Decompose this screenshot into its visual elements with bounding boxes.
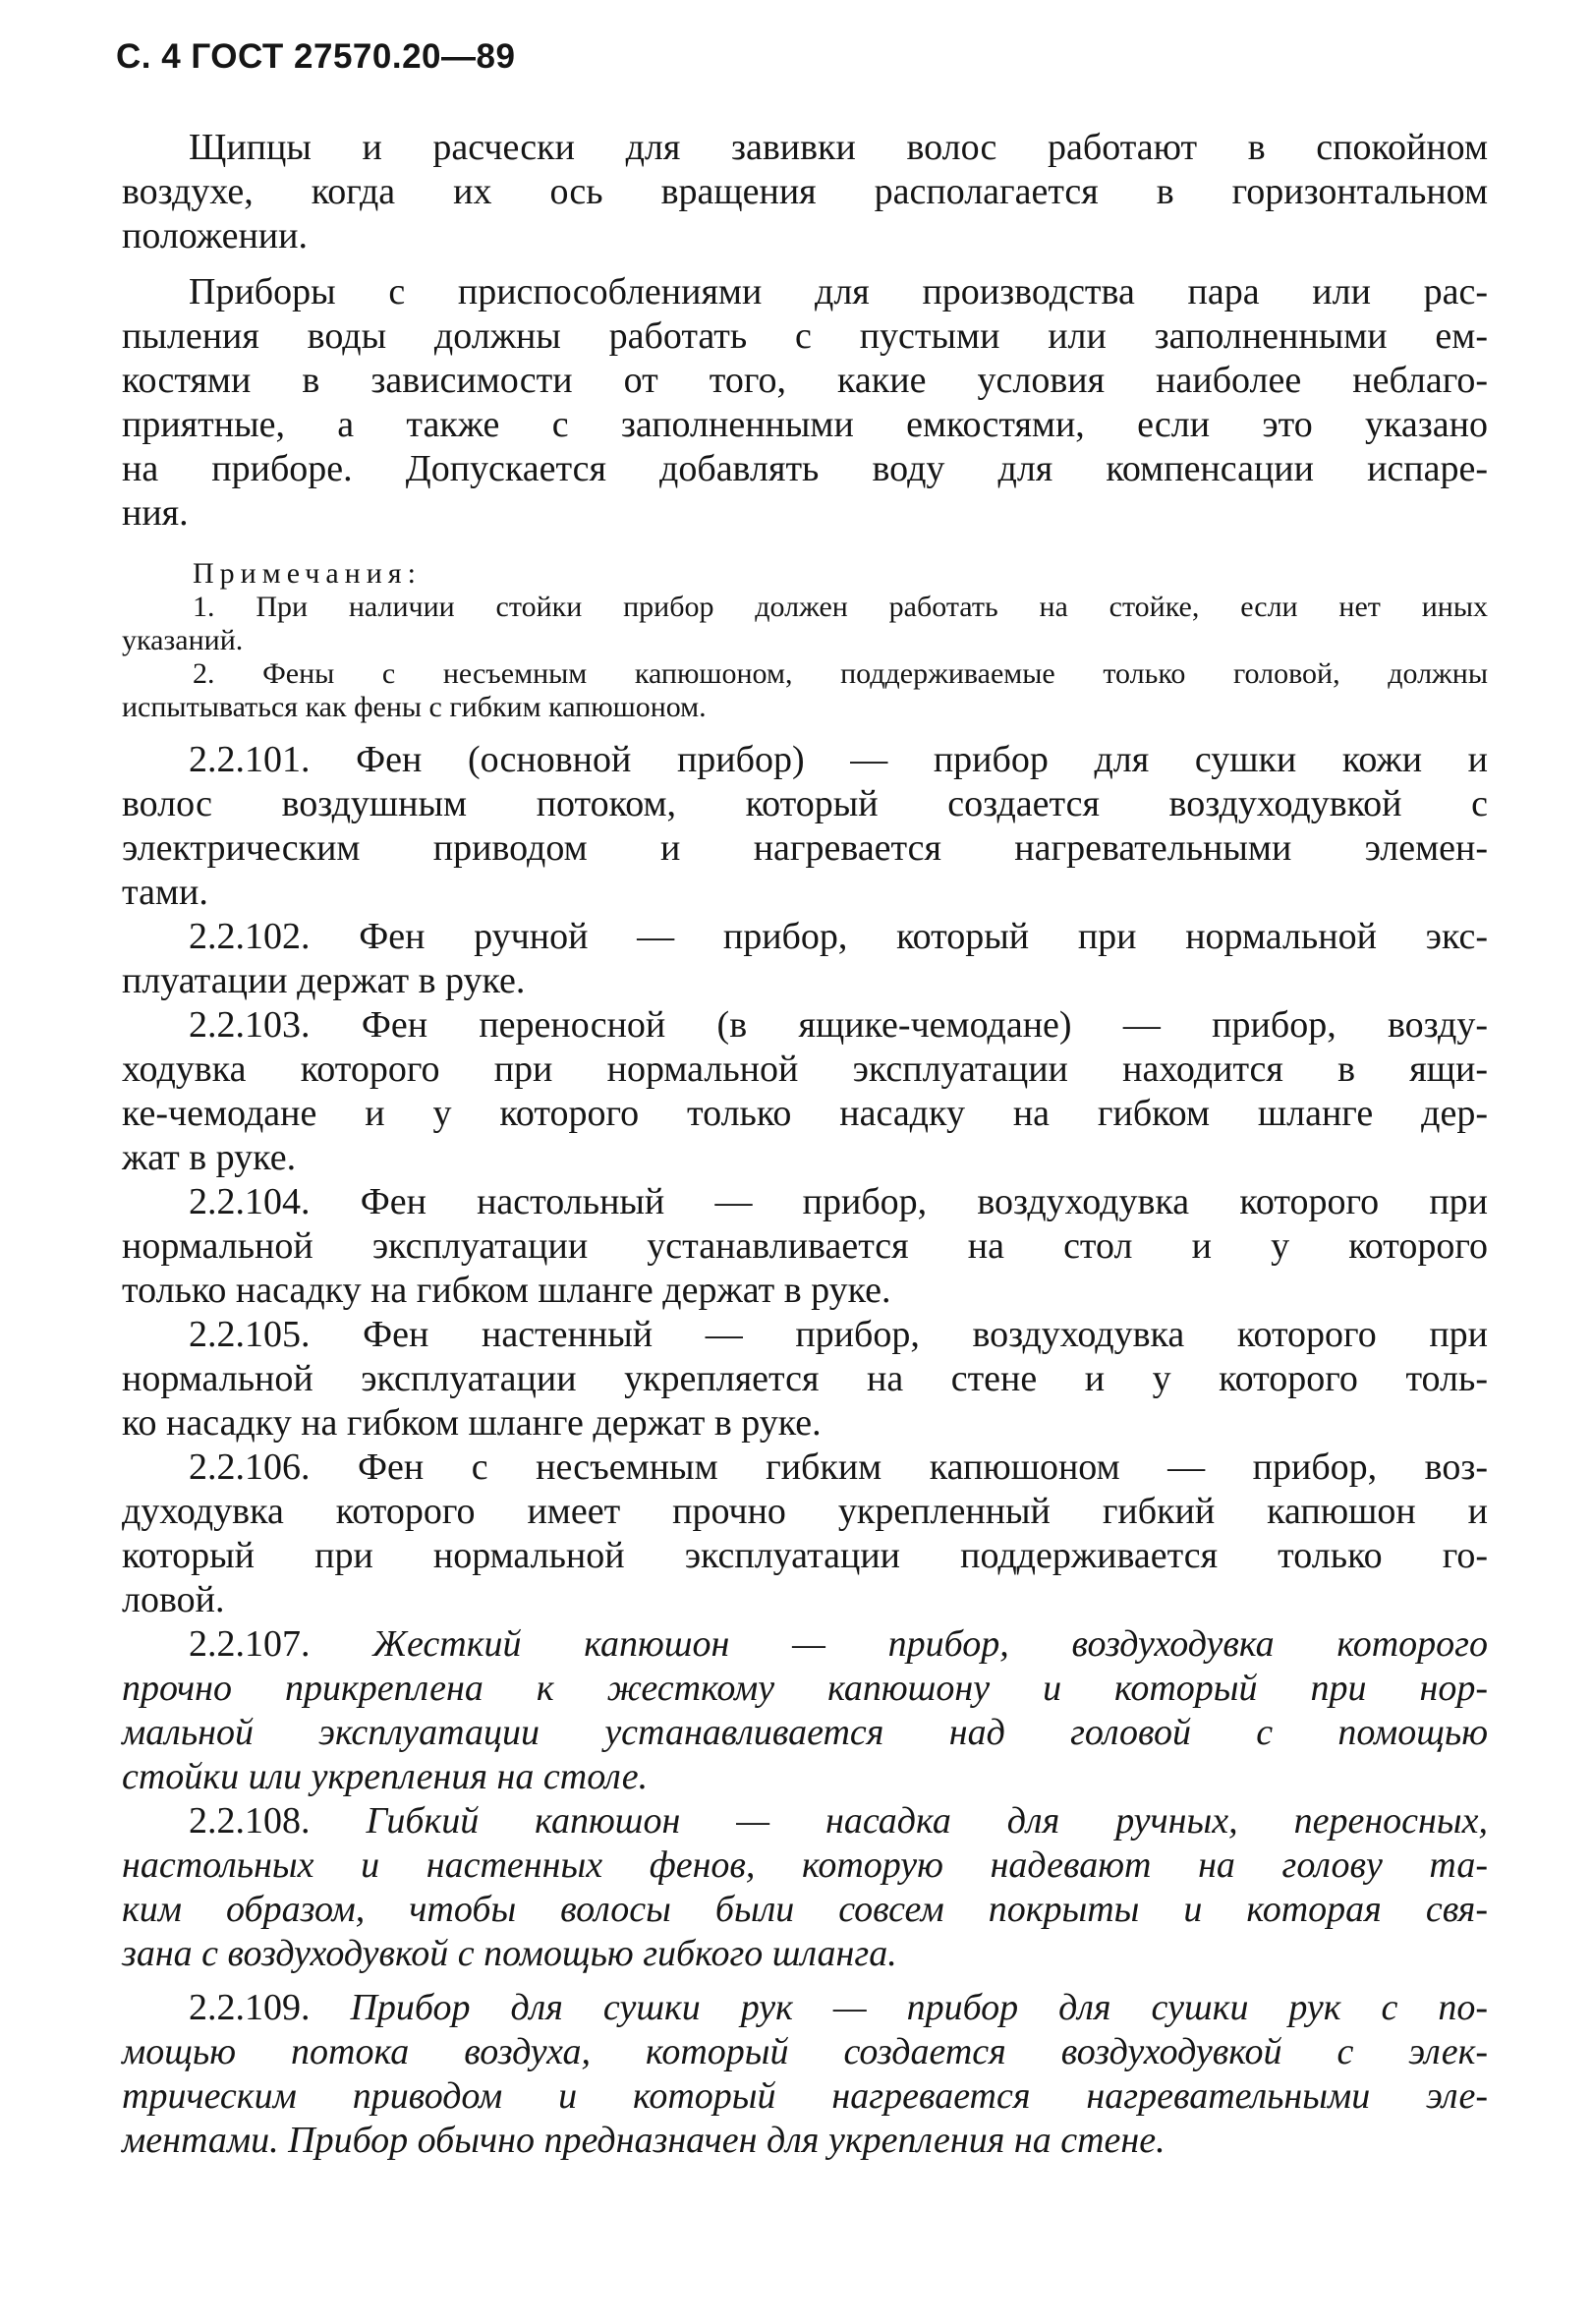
note-line: 1. При наличии стойки прибор должен работать на стойке, если нет иных <box>193 591 1488 623</box>
text-line: пыления воды должны работать с пустыми или заполненными ем- <box>122 315 1488 357</box>
text-line: мальной эксплуатации устанавливается над головой с помощью <box>122 1712 1488 1753</box>
text-line: нормальной эксплуатации устанавливается на стол и у которого <box>122 1225 1488 1267</box>
paragraph <box>122 126 1488 258</box>
definition-2-2-108 <box>122 1799 1488 1976</box>
text-line: Прибор для сушки рук — прибор для сушки рук с по- <box>350 1987 1488 2028</box>
text-line: Фен (основной прибор) — прибор для сушки кожи и <box>356 739 1488 780</box>
clause-number: 2.2.105. <box>189 1314 311 1355</box>
text-line: Жесткий капюшон — прибор, воздуходувка которого <box>372 1623 1489 1665</box>
notes-block <box>122 557 1488 724</box>
clause-number: 2.2.103. <box>189 1004 311 1046</box>
text-line: ловой. <box>122 1579 225 1620</box>
text-line: только насадку на гибком шланге держат в руке. <box>122 1270 891 1311</box>
text-line: Гибкий капюшон — насадка для ручных, переносных, <box>366 1800 1488 1842</box>
note-line: указаний. <box>122 624 244 656</box>
clause-number: 2.2.106. <box>189 1446 311 1488</box>
clause-number: 2.2.109. <box>189 1987 311 2028</box>
text-line: прочно прикреплена к жесткому капюшону и который при нор- <box>122 1668 1488 1709</box>
text-line: Приборы с приспособлениями для производства пара или рас- <box>189 271 1488 312</box>
definition-2-2-103 <box>122 1003 1488 1180</box>
clause-number: 2.2.107. <box>189 1623 311 1665</box>
text-line: ке-чемодане и у которого только насадку на гибком шланге дер- <box>122 1093 1488 1134</box>
paragraph <box>122 270 1488 536</box>
text-line: Фен с несъемным гибким капюшоном — прибор, воз- <box>358 1446 1489 1488</box>
text-line: приятные, а также с заполненными емкостями, если это указано <box>122 404 1488 445</box>
text-line: Фен переносной (в ящике-чемодане) — прибор, возду- <box>361 1004 1488 1046</box>
text-line: жат в руке. <box>122 1137 297 1178</box>
definition-2-2-107 <box>122 1622 1488 1799</box>
notes-title: Примечания: <box>193 557 422 590</box>
note-line: 2. Фены с несъемным капюшоном, поддерживаемые только головой, должны <box>193 657 1488 690</box>
text-line: костями в зависимости от того, какие условия наиболее неблаго- <box>122 360 1488 401</box>
definition-2-2-105 <box>122 1313 1488 1445</box>
text-line: на приборе. Допускается добавлять воду для компенсации испаре- <box>122 448 1488 489</box>
text-line: Щипцы и расчески для завивки волос работают в спокойном <box>189 127 1488 168</box>
text-line: воздухе, когда их ось вращения располагается в горизонтальном <box>122 171 1488 212</box>
text-line: ходувка которого при нормальной эксплуатации находится в ящи- <box>122 1049 1488 1090</box>
definition-2-2-104 <box>122 1180 1488 1313</box>
text-line: нормальной эксплуатации укрепляется на стене и у которого толь- <box>122 1358 1488 1399</box>
clause-number: 2.2.102. <box>189 916 311 957</box>
text-line: плуатации держат в руке. <box>122 960 526 1001</box>
text-line: Фен ручной — прибор, который при нормальной экс- <box>359 916 1488 957</box>
definition-2-2-109 <box>122 1986 1488 2163</box>
text-line: Фен настольный — прибор, воздуходувка которого при <box>360 1181 1488 1222</box>
page-body <box>122 126 1488 2163</box>
definition-2-2-106 <box>122 1445 1488 1622</box>
text-line: стойки или укрепления на столе. <box>122 1756 649 1797</box>
text-line: Фен настенный — прибор, воздуходувка которого при <box>363 1314 1489 1355</box>
definition-2-2-102 <box>122 915 1488 1003</box>
note-line: испытываться как фены с гибким капюшоном. <box>122 691 707 723</box>
text-line: положении. <box>122 215 308 256</box>
text-line: настольных и настенных фенов, которую надевают на голову та- <box>122 1844 1488 1886</box>
clause-number: 2.2.104. <box>189 1181 311 1222</box>
text-line: ментами. Прибор обычно предназначен для укрепления на стене. <box>122 2120 1166 2161</box>
text-line: электрическим приводом и нагревается нагревательными элемен- <box>122 827 1488 869</box>
definition-2-2-101 <box>122 738 1488 915</box>
text-line: ким образом, чтобы волосы были совсем покрыты и которая свя- <box>122 1889 1488 1930</box>
clause-number: 2.2.108. <box>189 1800 311 1842</box>
text-line: зана с воздуходувкой с помощью гибкого шланга. <box>122 1933 897 1974</box>
text-line: волос воздушным потоком, который создается воздуходувкой с <box>122 783 1488 824</box>
text-line: тами. <box>122 872 208 913</box>
text-line: ко насадку на гибком шланге держат в руке. <box>122 1402 822 1444</box>
text-line: мощью потока воздуха, который создается воздуходувкой с элек- <box>122 2031 1488 2072</box>
page-header: С. 4 ГОСТ 27570.20—89 <box>116 37 516 76</box>
clause-number: 2.2.101. <box>189 739 311 780</box>
text-line: трическим приводом и который нагревается нагревательными эле- <box>122 2075 1488 2117</box>
text-line: ния. <box>122 492 189 534</box>
text-line: который при нормальной эксплуатации поддерживается только го- <box>122 1535 1488 1576</box>
text-line: духодувка которого имеет прочно укрепленный гибкий капюшон и <box>122 1491 1488 1532</box>
